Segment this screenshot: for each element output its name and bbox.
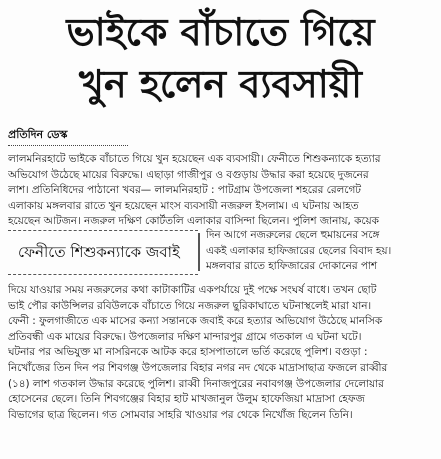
body-line: ভাই পৌর কাউন্সিলর রবিউলকে বাঁচাতে গিয়ে নজরুল ছুরিকাঘাতে ঘটনাস্থলেই মারা যান। [8, 299, 372, 312]
inset-rule-top [8, 230, 198, 231]
body-line: লাশ। প্রতিনিধিদের পাঠানো খবর— লালমনিরহাট : পাটগ্রাম উপজেলা শহরের রেলগেট [8, 184, 361, 197]
byline: প্রতিদিন ডেস্ক [8, 128, 68, 141]
body-line: অভিযোগ উঠেছে মায়ের বিরুদ্ধে। এছাড়া গাজীপুর ও বগুড়ায় উদ্ধার করা হয়েছে দুজনের [8, 168, 369, 181]
article-body-top [8, 152, 434, 230]
headline-line-1: ভাইকে বাঁচাতে গিয়ে [66, 10, 375, 54]
body-line: প্রতিবন্ধী এক মায়ের বিরুদ্ধে। উপজেলার দক্ষিণ মান্দারপুর গ্রামে গতকাল এ ঘটনা ঘটে। [8, 330, 362, 343]
article-side-column [206, 228, 434, 275]
body-line: (১৪) লাশ গতকাল উদ্ধার করেছে পুলিশ। রাব্বী দিনাজপুরের নবাবগঞ্জ উপজেলার দেলোয়ার [8, 377, 384, 390]
body-line: এলাকায় মঙ্গলবার রাতে খুন হয়েছেন মাংস ব্যবসায়ী নজরুল ইসলাম। এ ঘটনায় আহত [8, 199, 359, 212]
body-line: বিভাগের ছাত্র ছিলেন। গত সোমবার সাহরি খাওয়ার পর থেকে নিখোঁজ ছিলেন তিনি। [8, 408, 353, 421]
body-line: হোসেনের ছেলে। তিনি শিবগঞ্জের বিহার হাট মাখজানুল উলুম হাফেজিয়া মাদ্রাসা হেফজ [8, 393, 365, 406]
body-line: হয়েছেন আটজন। নজরুল দক্ষিণ কোর্টতলি এলাকার বাসিন্দা ছিলেন। পুলিশ জানায়, কয়েক [8, 215, 379, 228]
body-line: মঙ্গলবার রাতে হাফিজারের দোকানের পাশ [206, 260, 378, 273]
article-body-bottom [8, 283, 434, 423]
body-line: একই এলাকার হাফিজারের ছেলের বিবাদ হয়। [206, 244, 392, 257]
body-line: দিন আগে নজরুলের ছেলে হুমায়নের সঙ্গে [206, 229, 380, 241]
body-line: ঘটনার পর অভিযুক্ত মা নাসরিনকে আটক করে হাসপাতালে ভর্তি করেছে পুলিশ। বগুড়া : [8, 346, 368, 359]
subheading: ফেনীতে শিশুকন্যাকে জবাই [18, 243, 180, 261]
body-line: নিখোঁজের তিন দিন পর শিবগঞ্জ উপজেলার বিহার নগর নদ থেকে মাদ্রাসাছাত্র ফজলে রাব্বীর [8, 361, 388, 374]
body-line: দিয়ে যাওয়ার সময় নজরুলের কথা কাটাকাটির একপর্যায়ে দুই পক্ষে সংঘর্ষ বাধে। তখন ছোট [8, 284, 377, 296]
byline-divider [8, 145, 128, 146]
body-line: লালমনিরহাটে ভাইকে বাঁচাতে গিয়ে খুন হয়েছেন এক ব্যবসায়ী। ফেনীতে শিশুকন্যাকে হত্যার [8, 153, 381, 165]
inset-rule-bottom [8, 274, 198, 275]
subheading-box [8, 233, 200, 271]
headline-line-2: খুন হলেন ব্যবসায়ী [78, 62, 363, 106]
body-line: ফেনী : ফুলগাজীতে এক মাসের কন্যা সন্তানকে জবাই করে হত্যার অভিযোগ উঠেছে মানসিক [8, 315, 383, 328]
